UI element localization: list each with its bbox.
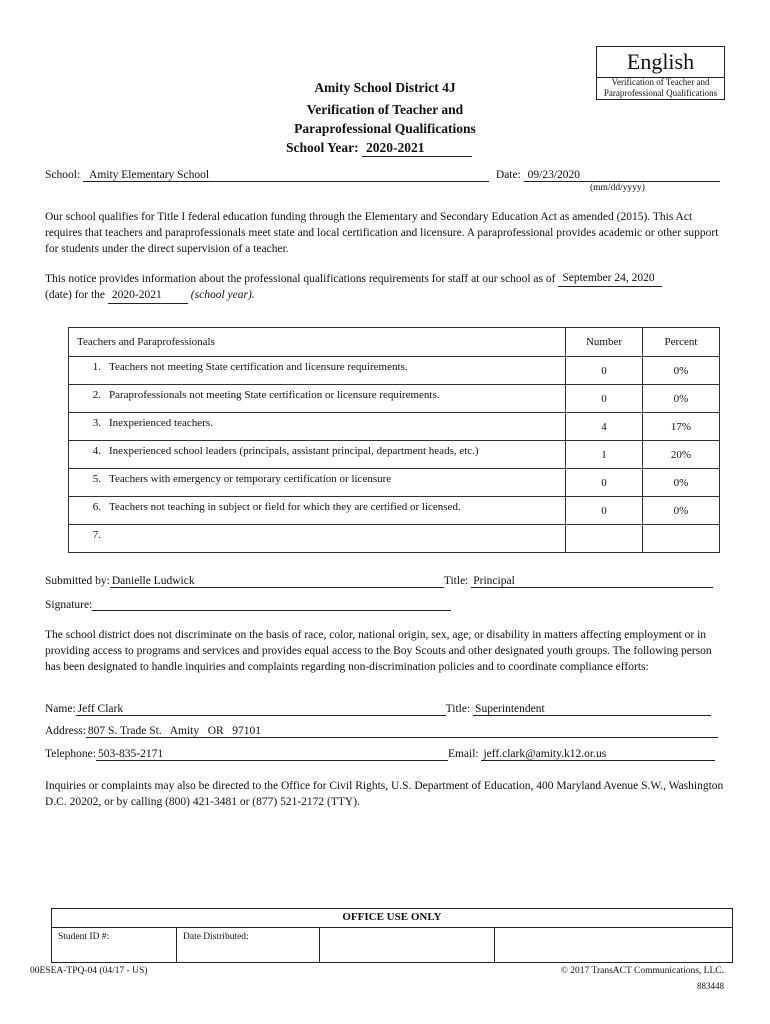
row-number: 5. xyxy=(92,472,101,485)
notice-date-label: (date) for the xyxy=(45,289,106,301)
contact-address-label: Address: xyxy=(45,725,86,737)
table-row xyxy=(69,385,720,413)
contact-name-label: Name: xyxy=(45,703,76,715)
row-label-cell xyxy=(69,469,566,497)
percent-cell[interactable]: 0% xyxy=(643,497,720,525)
date-distributed-label: Date Distributed: xyxy=(183,932,249,942)
header-percent: Percent xyxy=(643,328,720,357)
row-number: 7. xyxy=(92,528,101,541)
row-label: Teachers not teaching in subject or field for which they are certified or licensed. xyxy=(109,500,461,513)
ocr-paragraph: Inquiries or complaints may also be directed to the Office for Civil Rights, U.S. Department of Education, 400 Maryland Avenue S.W., Washington D.C. 20202, or by calling (800) 421-3481 or (877) 521-2172 (TTY). xyxy=(45,780,732,808)
row-number: 1. xyxy=(92,360,101,373)
row-label-cell xyxy=(69,525,566,553)
contact-name-line xyxy=(45,703,725,719)
notice-date-field[interactable]: September 24, 2020 xyxy=(558,270,662,287)
row-label: Paraprofessionals not meeting State certification or licensure requirements. xyxy=(109,388,440,401)
row-label-cell xyxy=(69,385,566,413)
nondiscrimination-paragraph: The school district does not discriminate on the basis of race, color, national origin, sex, age, or disability in matters affecting employment or in providing access to programs and services and provides equal access to the Boy Scouts and other designated youth groups. The following person has been designated to handle inquiries and complaints regarding non-discrimination policies and to coordinate compliance efforts: xyxy=(45,629,712,673)
form-title-line2: Paraprofessional Qualifications xyxy=(294,121,476,136)
row-label-cell xyxy=(69,357,566,385)
student-id-label: Student ID #: xyxy=(58,932,110,942)
number-cell[interactable] xyxy=(566,525,643,553)
percent-cell[interactable]: 0% xyxy=(643,469,720,497)
school-year-value[interactable]: 2020-2021 xyxy=(362,140,472,157)
qualifications-table xyxy=(68,327,720,553)
number-cell[interactable]: 0 xyxy=(566,357,643,385)
submitted-field[interactable]: Danielle Ludwick xyxy=(110,575,444,588)
row-number: 4. xyxy=(92,444,101,457)
row-label-cell xyxy=(69,441,566,469)
contact-title-label: Title: xyxy=(445,703,471,715)
row-label: Inexperienced teachers. xyxy=(109,416,213,429)
number-cell[interactable]: 0 xyxy=(566,469,643,497)
percent-cell[interactable]: 20% xyxy=(643,441,720,469)
district-name: Amity School District 4J xyxy=(314,80,456,95)
notice-text: This notice provides information about the professional qualifications requirements for staff at our school as of xyxy=(45,273,556,285)
percent-cell[interactable]: 0% xyxy=(643,385,720,413)
percent-cell[interactable] xyxy=(643,525,720,553)
intro-paragraph: Our school qualifies for Title I federal education funding through the Elementary and Secondary Education Act as amended (2015). This Act requires that teachers and paraprofessionals meet state and local certification and licensure. A paraprofessional provides academic or other support for students under the direct supervision of a teacher. xyxy=(45,211,719,255)
table-header-row xyxy=(69,328,720,357)
row-label-cell xyxy=(69,497,566,525)
form-title-line1: Verification of Teacher and xyxy=(306,102,464,117)
date-distributed-cell[interactable] xyxy=(177,928,320,963)
office-use-table xyxy=(51,908,733,963)
row-label: Teachers not meeting State certification and licensure requirements. xyxy=(109,360,408,373)
contact-address-line xyxy=(45,725,725,741)
percent-cell[interactable]: 0% xyxy=(643,357,720,385)
row-label: Inexperienced school leaders (principals, assistant principal, department heads, etc.) xyxy=(109,444,479,457)
contact-phone-label: Telephone: xyxy=(45,748,96,760)
row-label: Teachers with emergency or temporary certification or licensure xyxy=(109,472,392,485)
signature-label: Signature: xyxy=(45,599,93,611)
number-cell[interactable]: 4 xyxy=(566,413,643,441)
notice-paragraph xyxy=(45,270,725,304)
language-box-subtitle xyxy=(597,77,724,99)
language-box-subtitle-line1: Verification of Teacher and xyxy=(611,77,710,87)
header-teachers: Teachers and Paraprofessionals xyxy=(69,328,566,357)
contact-address-field[interactable]: 807 S. Trade St. Amity OR 97101 xyxy=(86,725,718,738)
submitted-title-label: Title: xyxy=(443,575,469,587)
submitted-label: Submitted by: xyxy=(45,575,110,587)
doc-number: 883448 xyxy=(697,981,724,991)
number-cell[interactable]: 0 xyxy=(566,385,643,413)
notice-year-label: (school year). xyxy=(190,289,255,301)
date-label: Date: xyxy=(495,169,521,181)
student-id-cell[interactable] xyxy=(52,928,177,963)
header-number: Number xyxy=(566,328,643,357)
contact-name-field[interactable]: Jeff Clark xyxy=(76,703,446,716)
office-use-title: OFFICE USE ONLY xyxy=(52,909,733,928)
contact-title-field[interactable]: Superintendent xyxy=(473,703,711,716)
row-number: 3. xyxy=(92,416,101,429)
table-row xyxy=(69,357,720,385)
submitted-line xyxy=(45,575,725,591)
signature-line xyxy=(45,598,725,614)
contact-phone-line xyxy=(45,748,725,764)
table-row xyxy=(69,413,720,441)
contact-phone-field[interactable]: 503-835-2171 xyxy=(96,748,448,761)
language-box-subtitle-line2: Paraprofessional Qualifications xyxy=(603,88,718,98)
office-blank-cell[interactable] xyxy=(495,928,733,963)
contact-email-label: Email: xyxy=(447,748,479,760)
school-year-label: School Year: xyxy=(286,140,359,155)
date-format-hint: (mm/dd/yyyy) xyxy=(590,183,645,193)
number-cell[interactable]: 0 xyxy=(566,497,643,525)
form-code: 00ESEA-TPQ-04 (04/17 - US) xyxy=(30,966,148,976)
school-year-line xyxy=(250,140,526,157)
date-field[interactable]: 09/23/2020 xyxy=(524,169,720,182)
table-row xyxy=(69,441,720,469)
row-number: 2. xyxy=(92,388,101,401)
percent-cell[interactable]: 17% xyxy=(643,413,720,441)
submitted-title-field[interactable]: Principal xyxy=(471,575,713,588)
table-row xyxy=(69,525,720,553)
copyright: © 2017 TransACT Communications, LLC. xyxy=(560,966,724,976)
office-blank-cell[interactable] xyxy=(320,928,495,963)
notice-year-field[interactable]: 2020-2021 xyxy=(108,287,188,304)
language-label: English xyxy=(597,51,724,78)
row-label-cell xyxy=(69,413,566,441)
school-label: School: xyxy=(45,169,81,181)
number-cell[interactable]: 1 xyxy=(566,441,643,469)
table-row xyxy=(69,497,720,525)
table-row xyxy=(69,469,720,497)
signature-field[interactable] xyxy=(92,598,451,611)
school-field[interactable]: Amity Elementary School xyxy=(83,169,489,182)
contact-email-field[interactable]: jeff.clark@amity.k12.or.us xyxy=(481,748,715,761)
language-box xyxy=(596,46,725,100)
row-number: 6. xyxy=(92,500,101,513)
